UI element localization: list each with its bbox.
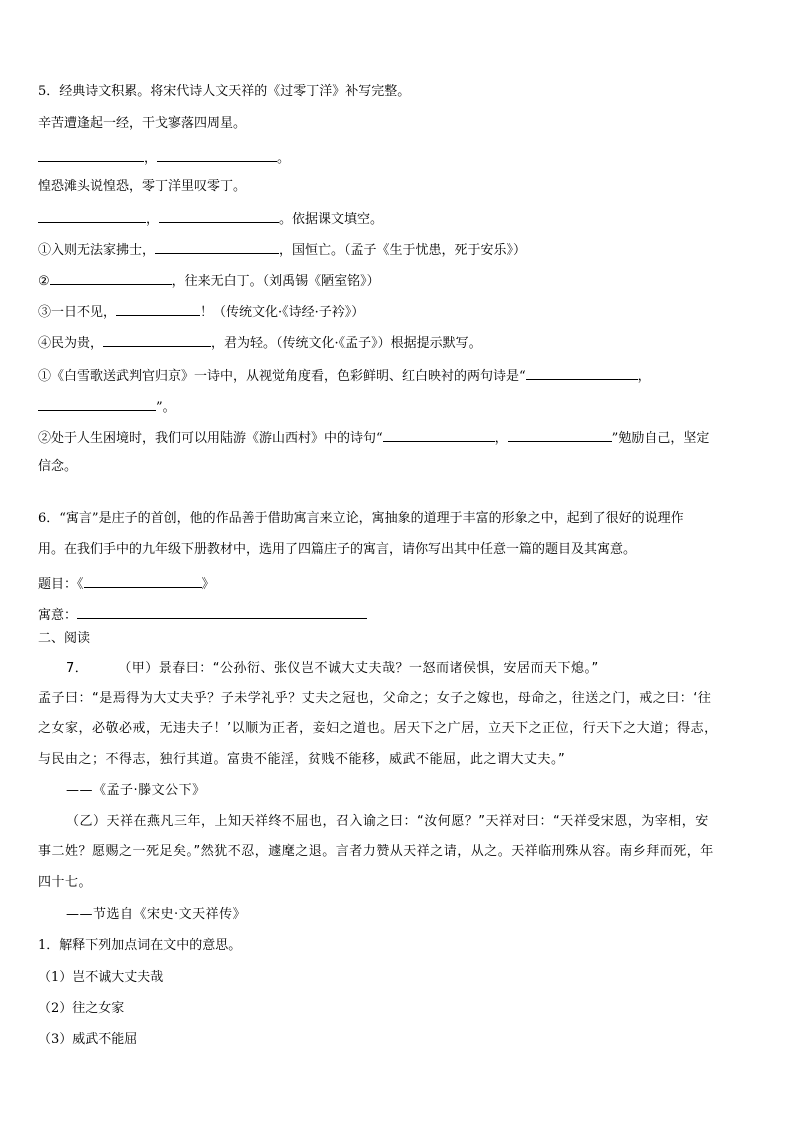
q7-jia-line-1: 7． （甲）景春曰：“公孙衍、张仪岂不诚大丈夫哉？一怒而诸侯惧，安居而天下熄。” — [66, 661, 599, 676]
prompt-item-2: ②处于人生困境时，我们可以用陆游《游山西村》中的诗句“ ， ”勉励自己，坚定 — [38, 427, 709, 448]
q6-meaning-field: 寓意： — [38, 604, 367, 625]
answer-blank[interactable] — [526, 365, 638, 380]
q7-jia-line-3: 之女家，必敬必戒，无违夫子！’以顺为正者，妾妇之道也。居天下之广居，立天下之正位，行天下之大道；得志， — [38, 721, 718, 736]
poem-line-1: 辛苦遭逢起一经，干戈寥落四周星。 — [38, 116, 247, 131]
answer-blank[interactable] — [50, 270, 172, 285]
answer-blank[interactable] — [116, 301, 200, 316]
answer-blank[interactable] — [159, 208, 279, 223]
subq1-item-2: （2）往之女家 — [38, 1001, 125, 1016]
subq1-title: 1．解释下列加点词在文中的意思。 — [38, 938, 242, 953]
answer-blank[interactable] — [103, 332, 211, 347]
poem-line-2: ， 。 — [38, 147, 290, 168]
fill-item-1: ①入则无法家拂士， ，国恒亡。（孟子《生于忧患，死于安乐》） — [38, 239, 526, 260]
q5-title: 5．经典诗文积累。将宋代诗人文天祥的《过零丁洋》补写完整。 — [38, 84, 411, 99]
q7-yi-line-1: （乙）天祥在燕凡三年，上知天祥终不屈也，召入谕之曰：“汝何愿？”天祥对曰：“天祥受宋恩，为宰相，安 — [66, 814, 709, 829]
q7-yi-line-2: 事二姓？愿赐之一死足矣。”然犹不忍，遽麾之退。言者力赞从天祥之请，从之。天祥临刑殊从容。南乡拜而死，年 — [38, 844, 714, 859]
q6-text-2: 用。在我们手中的九年级下册教材中，选用了四篇庄子的寓言，请你写出其中任意一篇的题目及其寓意。 — [38, 542, 637, 557]
answer-blank[interactable] — [383, 427, 495, 442]
answer-blank[interactable] — [38, 147, 144, 162]
poem-line-4: ， 。依据课文填空。 — [38, 208, 383, 229]
answer-blank[interactable] — [157, 147, 277, 162]
fill-item-4: ④民为贵， ，君为轻。（传统文化·《孟子》）根据提示默写。 — [38, 332, 482, 353]
subq1-item-1: （1）岂不诚大丈夫哉 — [38, 970, 164, 985]
section-heading: 二、阅读 — [38, 631, 91, 646]
poem-line-3: 惶恐滩头说惶恐，零丁洋里叹零丁。 — [38, 179, 247, 194]
answer-blank[interactable] — [84, 573, 202, 588]
fill-item-2: ② ，往来无白丁。（刘禹锡《陋室铭》） — [38, 270, 380, 291]
q7-jia-source: ——《孟子·滕文公下》 — [66, 783, 206, 798]
answer-blank[interactable] — [155, 239, 279, 254]
answer-blank[interactable] — [38, 208, 146, 223]
subq1-item-3: （3）威武不能屈 — [38, 1032, 138, 1047]
prompt-item-1: ①《白雪歌送武判官归京》一诗中，从视觉角度看，色彩鲜明、红白映衬的两句诗是“ ， — [38, 365, 651, 386]
prompt-item-2-cont: 信念。 — [38, 459, 78, 474]
answer-blank[interactable] — [508, 427, 612, 442]
prompt-item-1-cont: ”。 — [38, 396, 176, 417]
q7-jia-line-4: 与民由之；不得志，独行其道。富贵不能淫，贫贱不能移，威武不能屈，此之谓大丈夫。” — [38, 752, 566, 767]
answer-blank[interactable] — [77, 604, 367, 619]
q7-yi-source: ——节选自《宋史·文天祥传》 — [66, 907, 247, 922]
answer-blank[interactable] — [38, 396, 156, 411]
q6-title-field: 题目：《 》 — [38, 573, 215, 594]
q6-text-1: 6．“寓言”是庄子的首创，他的作品善于借助寓言来立论，寓抽象的道理于丰富的形象之中，起到了很好的说理作 — [38, 511, 684, 526]
q7-jia-line-2: 孟子曰：“是焉得为大丈夫乎？子未学礼乎？丈夫之冠也，父命之；女子之嫁也，母命之，往送之门，戒之曰：‘往 — [38, 691, 712, 706]
q7-yi-line-3: 四十七。 — [38, 875, 93, 890]
fill-item-3: ③一日不见， ！（传统文化·《诗经·子衿》） — [38, 301, 364, 322]
